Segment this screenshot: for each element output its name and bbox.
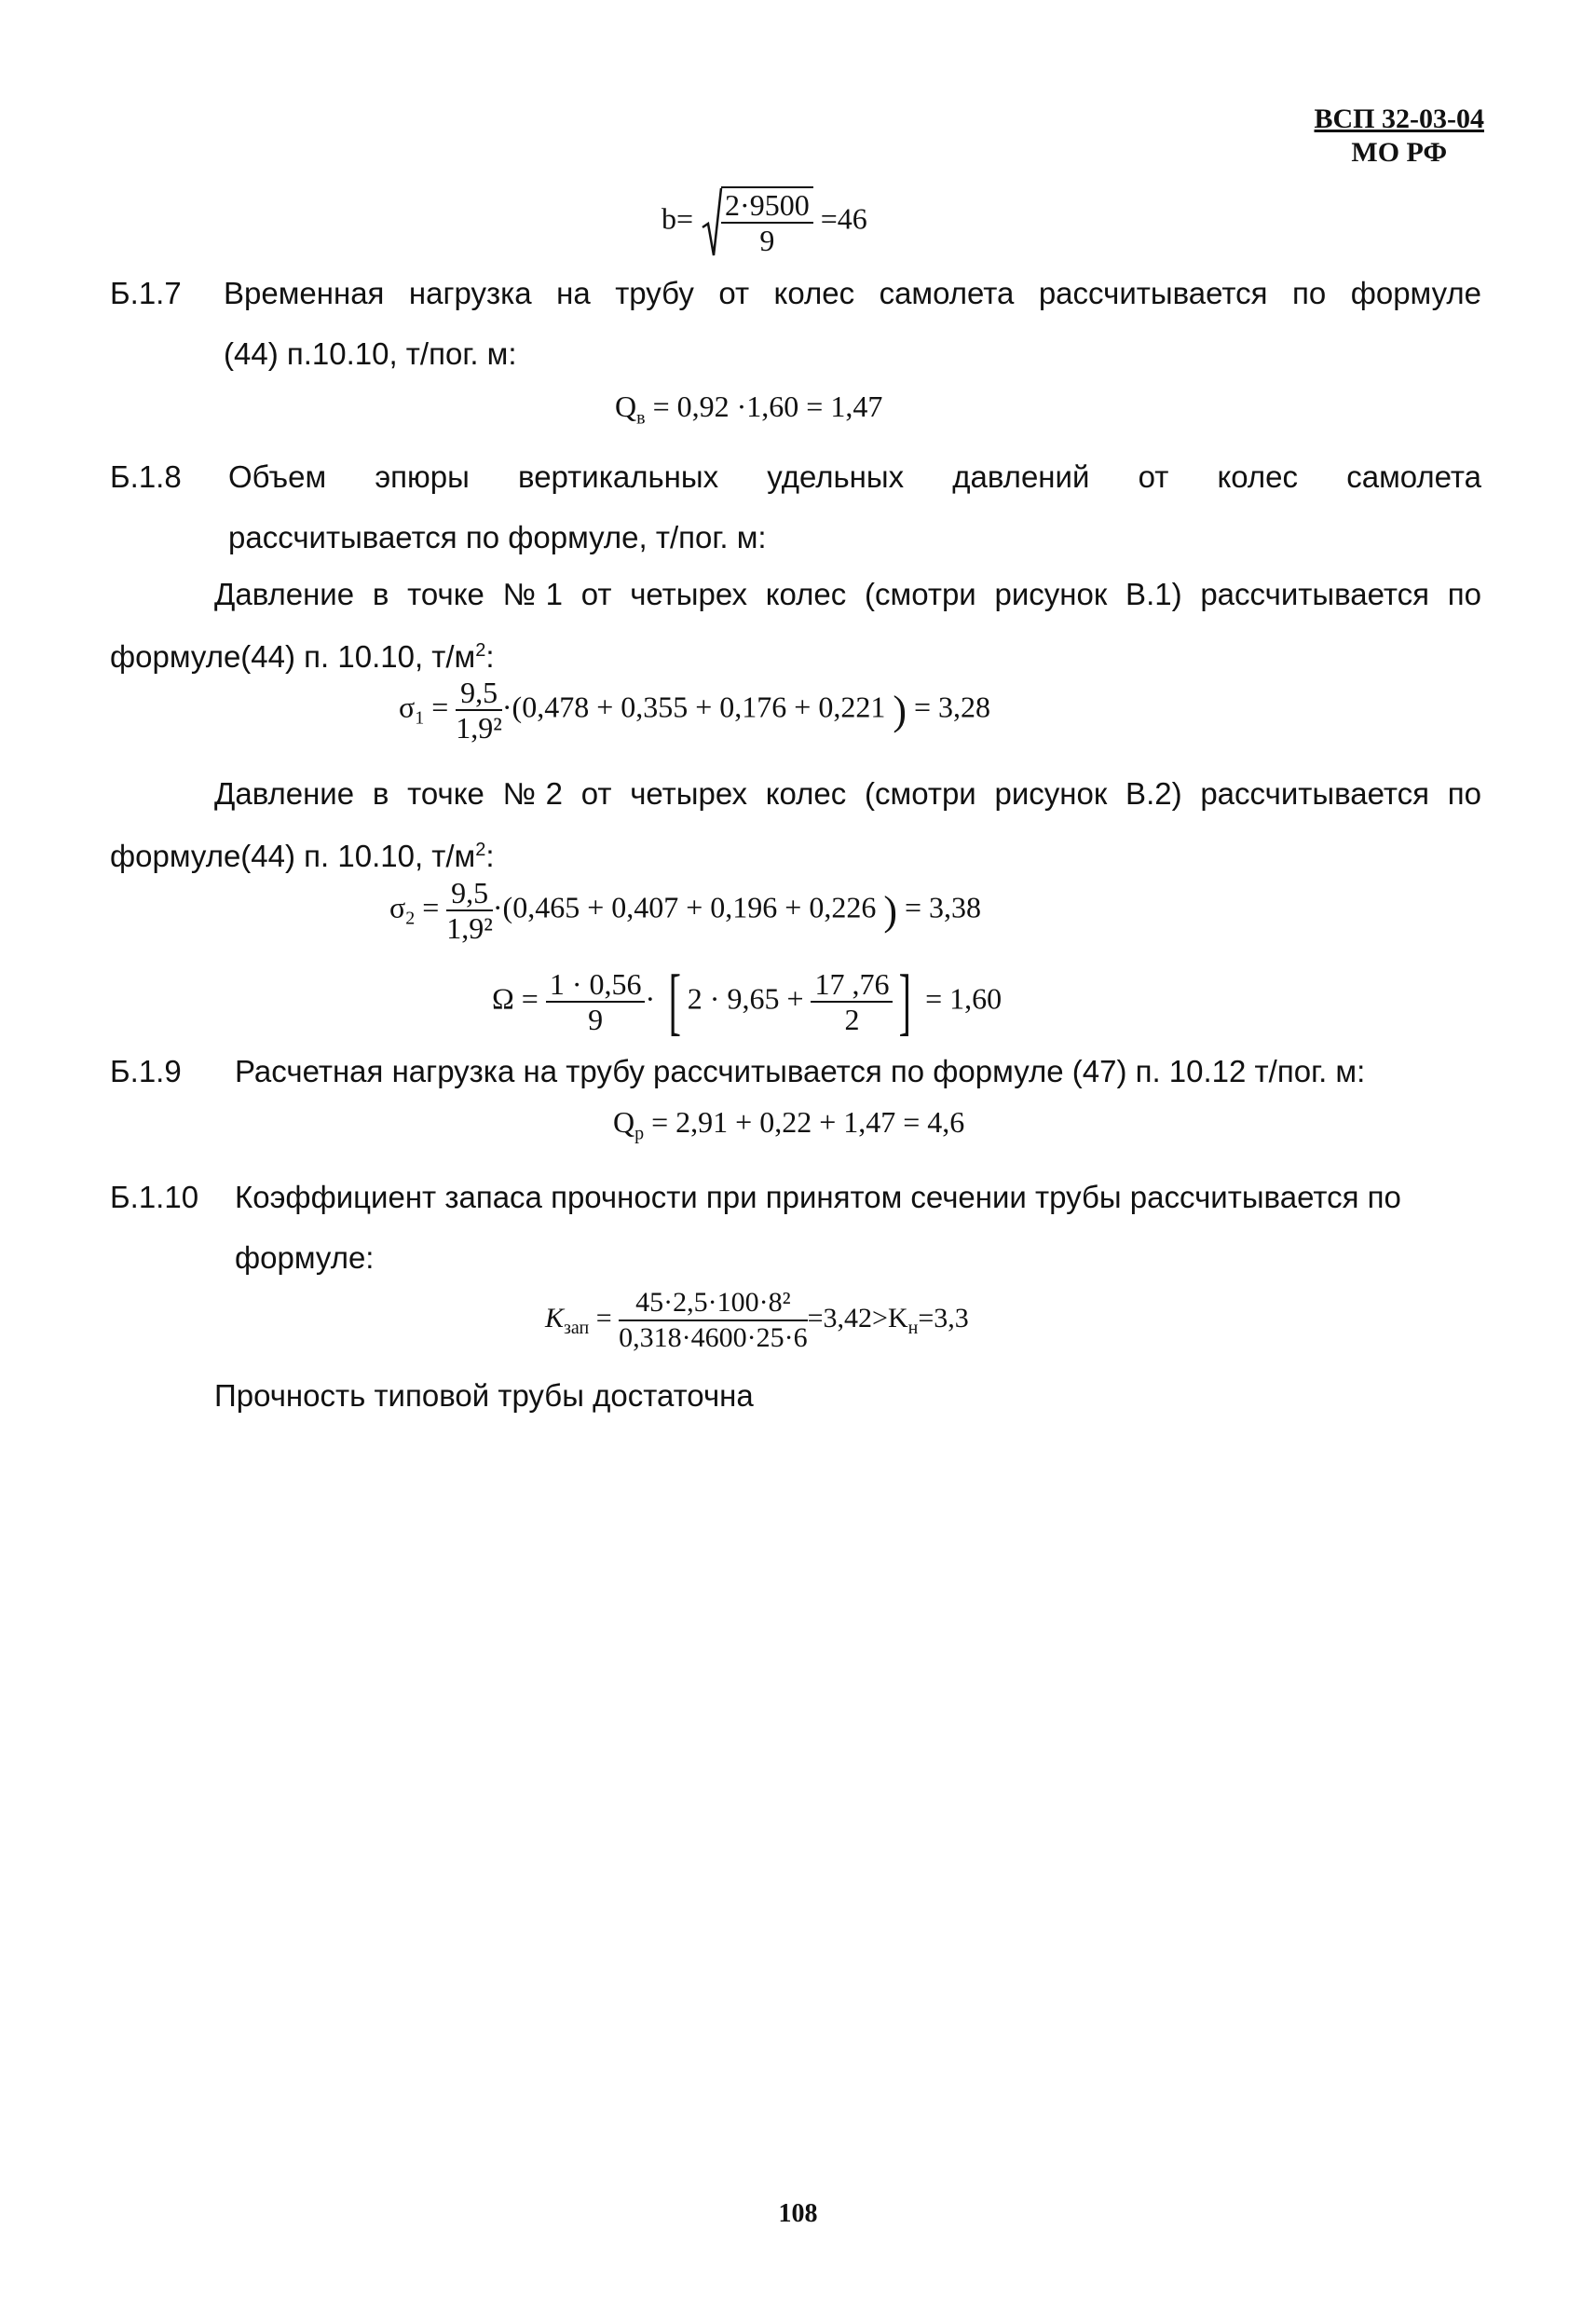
- eq-q-sub: в: [636, 407, 646, 429]
- section-b118-line1: Объем эпюры вертикальных удельных давлений от колес самолета: [228, 459, 1481, 494]
- equation-sigma2: $\sigma_2$ = $\frac{9,5}{\text{1,9²}}$ ·(0,465 + 0,407 + 0,196 + 0,226 ) = 3,38: [389, 876, 982, 945]
- eq-s2-body: (0,465 + 0,407 + 0,196 + 0,226: [502, 890, 877, 924]
- eq-omega-left-bracket: [: [668, 961, 682, 1043]
- eq-k-lhs: K: [545, 1302, 565, 1333]
- eq-s1-eq: =: [431, 690, 449, 724]
- paragraph-point1-line1: Давление в точке №1 от четырех колес (смотри рисунок В.1) рассчитывается по: [214, 577, 1481, 611]
- eq-omega-result: = 1,60: [925, 981, 1003, 1016]
- page-number: 108: [778, 2199, 818, 2228]
- eq-s2-close: ): [883, 887, 897, 934]
- eq-k-eq: =: [595, 1302, 612, 1333]
- eq-qp-rhs: = 2,91 + 0,22 + 1,47 = 4,6: [651, 1105, 965, 1139]
- eq-k-rhs: =3,42>K: [807, 1302, 908, 1333]
- paragraph-point2-line1: Давление в точке №2 от четырех колес (смотри рисунок В.2) рассчитывается по: [214, 776, 1481, 811]
- section-b117-line1: Временная нагрузка на трубу от колес самолета рассчитывается по формуле: [224, 276, 1481, 310]
- eq-k-num: 45·2,5·100·8²: [619, 1286, 807, 1321]
- eq-b-lhs: b: [662, 201, 676, 236]
- eq-s1-lhs: σ: [399, 690, 416, 724]
- eq-omega-fraction: [546, 967, 646, 1036]
- eq-q-lhs: Q: [615, 390, 637, 423]
- section-number-b119: Б.1.9: [110, 1054, 182, 1088]
- section-b1110-line2: формуле:: [235, 1240, 375, 1275]
- section-number-b117: Б.1.7: [110, 276, 182, 310]
- eq-q-rhs: = 0,92 ·1,60 = 1,47: [652, 390, 883, 423]
- eq-s2-fraction: [446, 876, 493, 945]
- eq-s2-lhs: σ: [389, 890, 406, 924]
- p1-text: формуле(44) п. 10.10, т/м: [110, 639, 476, 674]
- paragraph-point2-line2: [110, 822, 495, 884]
- equation-b: b= $\frac{2\cdot 9500}{9}$ =46: [662, 185, 867, 259]
- eq-omega-den2: 2: [844, 1003, 860, 1036]
- conclusion-text: Прочность типовой трубы достаточна: [214, 1378, 754, 1413]
- p2-colon: :: [485, 839, 495, 873]
- eq-k-sub2: н: [907, 1317, 919, 1338]
- sqrt-symbol: [701, 185, 813, 259]
- eq-k-fraction: [619, 1286, 807, 1355]
- radical-icon: [701, 185, 723, 259]
- eq-k-den: 0,318·4600·25·6: [619, 1322, 808, 1353]
- section-number-b118: Б.1.8: [110, 459, 182, 494]
- eq-s1-fraction: [456, 676, 502, 745]
- equation-q: [615, 390, 882, 429]
- eq-k-rhs2: =3,3: [918, 1302, 969, 1333]
- section-b118-line2: рассчитывается по формуле, т/пог. м:: [228, 520, 767, 554]
- eq-omega-fraction2: [811, 967, 893, 1036]
- eq-s1-sub: 1: [415, 707, 425, 729]
- equation-omega: Ω = $\frac{1 \cdot 0,56}{9}$ · [ 2 · 9,65 + $\frac{17 ,76}{2}$ ] = 1,60: [492, 961, 1003, 1043]
- p2-sup: 2: [475, 840, 486, 860]
- eq-omega-num: 1 · 0,56: [546, 967, 646, 1003]
- eq-s1-body: (0,478 + 0,355 + 0,176 + 0,221: [512, 690, 886, 724]
- p2-text: формуле(44) п. 10.10, т/м: [110, 839, 476, 873]
- eq-qp-sub: р: [634, 1123, 645, 1144]
- p1-colon: :: [485, 639, 495, 674]
- section-number-b1110: Б.1.10: [110, 1180, 199, 1214]
- eq-s2-sub: 2: [405, 908, 416, 929]
- eq-b-result: =46: [820, 201, 867, 236]
- eq-s1-close: ): [893, 687, 907, 733]
- p1-sup: 2: [475, 640, 486, 661]
- section-b119-line1: Расчетная нагрузка на трубу рассчитывается по формуле (47) п. 10.12 т/пог. м:: [235, 1054, 1366, 1088]
- eq-omega-right-bracket: ]: [899, 961, 912, 1043]
- equation-sigma1: $\sigma_1$ = $\frac{9,5}{\text{1,9²}}$ ·(0,478 + 0,355 + 0,176 + 0,221 ) = 3,28: [399, 676, 991, 745]
- document-code: ВСП 32-03-04: [1314, 103, 1484, 134]
- section-b117-line2: (44) п.10.10, т/пог. м:: [224, 336, 517, 371]
- eq-omega-inner: 2 · 9,65 +: [687, 981, 804, 1016]
- eq-omega-eq: =: [521, 981, 539, 1016]
- eq-qp-lhs: Q: [613, 1105, 635, 1139]
- equation-k: [545, 1286, 969, 1355]
- eq-omega-den: 9: [588, 1003, 604, 1036]
- eq-s2-den: 1,9²: [446, 911, 493, 945]
- document-header: [1315, 103, 1485, 170]
- eq-b-denominator: 9: [759, 224, 775, 257]
- eq-b-numerator: 2·9500: [721, 188, 813, 224]
- eq-s1-den: 1,9²: [456, 711, 502, 745]
- eq-s2-num: 9,5: [446, 876, 493, 911]
- eq-omega-lhs: Ω: [492, 981, 514, 1016]
- document-org: МО РФ: [1351, 137, 1448, 168]
- eq-k-sub: зап: [564, 1317, 590, 1338]
- eq-omega-num2: 17 ,76: [811, 967, 893, 1003]
- eq-s1-result: = 3,28: [914, 690, 991, 724]
- section-b1110-line1: Коэффициент запаса прочности при принятом сечении трубы рассчитывается по: [235, 1180, 1401, 1214]
- eq-s1-num: 9,5: [456, 676, 502, 711]
- equation-qp: [613, 1105, 964, 1144]
- eq-s2-result: = 3,38: [905, 890, 982, 924]
- eq-s2-eq: =: [422, 890, 440, 924]
